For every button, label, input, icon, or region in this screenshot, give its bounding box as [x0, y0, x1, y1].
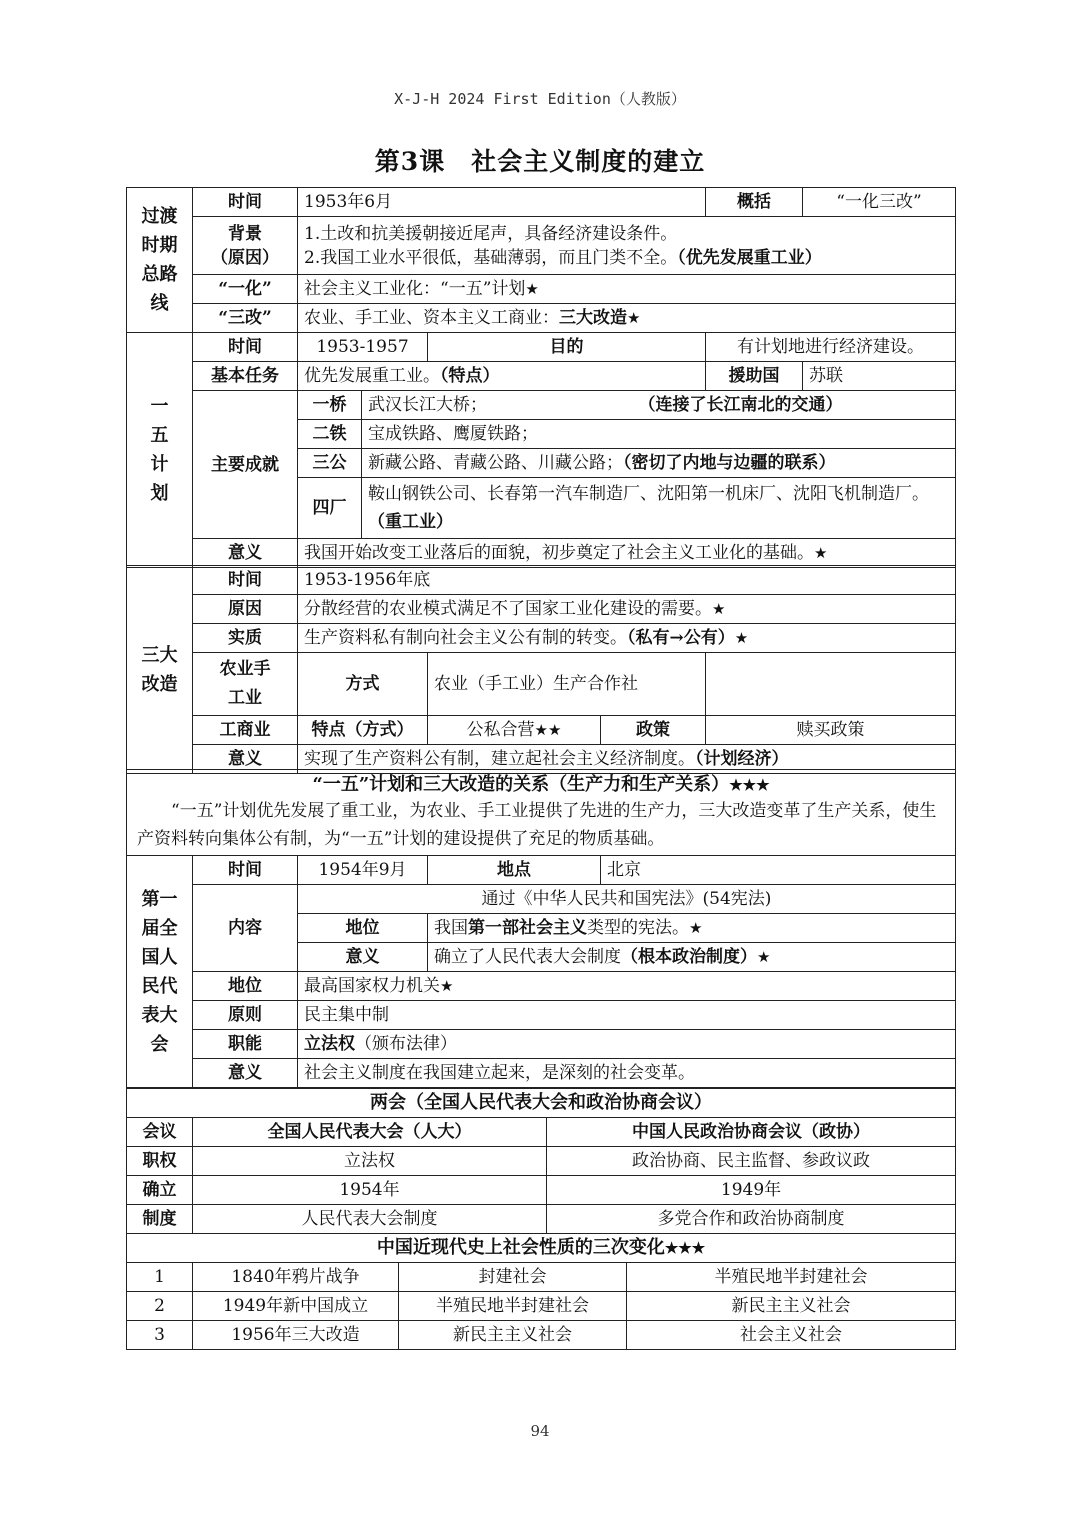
time-label: 时间 — [193, 188, 298, 217]
content-label: 内容 — [193, 885, 298, 972]
star-icon: ★ — [734, 629, 749, 647]
from-cell: 半殖民地半封建社会 — [399, 1292, 627, 1321]
cppcc-cell: 多党合作和政治协商制度 — [547, 1205, 956, 1234]
from-cell: 新民主主义社会 — [399, 1321, 627, 1350]
sangai-value: 农业、手工业、资本主义工商业：三大改造★ — [298, 304, 956, 333]
place-label: 地点 — [428, 856, 601, 885]
cppcc-cell: 中国人民政治协商会议（政协） — [547, 1118, 956, 1147]
time-value: 1953年6月 — [298, 188, 706, 217]
five-year-plan-side-label: 一五计划 — [127, 333, 193, 568]
business-label: 工商业 — [193, 716, 298, 745]
to-cell: 新民主主义社会 — [627, 1292, 956, 1321]
star-icon: ★ — [627, 309, 641, 327]
row-label: 确立 — [127, 1176, 193, 1205]
star-icon: ★ — [689, 919, 703, 937]
yihua-label: “一化” — [193, 275, 298, 304]
to-cell: 半殖民地半封建社会 — [627, 1263, 956, 1292]
page-header: X-J-H 2024 First Edition（人教版） — [394, 90, 686, 108]
npc-side-label: 第一届全国人民代表大会 — [127, 856, 193, 1088]
content-value: 通过《中华人民共和国宪法》(54宪法) — [298, 885, 956, 914]
reason-label: 原因 — [193, 595, 298, 624]
significance-value: 我国开始改变工业落后的面貌，初步奠定了社会主义工业化的基础。★ — [298, 539, 956, 568]
function-value: 立法权（颁布法律） — [298, 1030, 956, 1059]
page-title: 第3课 社会主义制度的建立 — [374, 147, 706, 176]
constitution-status-label: 地位 — [298, 914, 428, 943]
status-label: 地位 — [193, 972, 298, 1001]
railway-label: 二铁 — [298, 420, 362, 449]
significance-label: 意义 — [193, 1059, 298, 1088]
policy-label: 政策 — [601, 716, 706, 745]
social-changes-table — [126, 1233, 956, 1350]
significance-value: 实现了生产资料公有制，建立起社会主义经济制度。（计划经济） — [298, 745, 956, 774]
factory-value: 鞍山钢铁公司、长春第一汽车制造厂、沈阳第一机床厂、沈阳飞机制造厂。（重工业） — [362, 478, 956, 539]
row-label: 会议 — [127, 1118, 193, 1147]
star-icon: ★★★ — [664, 1239, 706, 1257]
event-cell: 1840年鸦片战争 — [193, 1263, 399, 1292]
star-icon: ★ — [712, 600, 726, 618]
task-label: 基本任务 — [193, 362, 298, 391]
star-icon: ★ — [814, 544, 828, 562]
five-year-plan-table — [126, 332, 956, 568]
background-value: 1.土改和抗美援朝接近尾声，具备经济建设条件。 2.我国工业水平很低，基础薄弱，而且门类不全。（优先发展重工业） — [298, 217, 956, 275]
to-cell: 社会主义社会 — [627, 1321, 956, 1350]
star-icon: ★★ — [534, 721, 562, 739]
relation-title: “一五”计划和三大改造的关系（生产力和生产关系）★★★ — [312, 773, 770, 795]
page-number: 94 — [530, 1422, 550, 1440]
sangai-label: “三改” — [193, 304, 298, 333]
summary-value: “一化三改” — [803, 188, 956, 217]
significance-value: 社会主义制度在我国建立起来，是深刻的社会变革。 — [298, 1059, 956, 1088]
method-empty-cell — [706, 653, 956, 716]
general-line-side-label: 过渡时期总路线 — [127, 188, 193, 333]
row-number: 3 — [127, 1321, 193, 1350]
railway-value: 宝成铁路、鹰厦铁路； — [362, 420, 956, 449]
principle-value: 民主集中制 — [298, 1001, 956, 1030]
summary-label: 概括 — [706, 188, 803, 217]
aid-value: 苏联 — [803, 362, 956, 391]
essence-label: 实质 — [193, 624, 298, 653]
achievements-label: 主要成就 — [193, 391, 298, 539]
time-label: 时间 — [193, 566, 298, 595]
goal-label: 目的 — [428, 333, 706, 362]
essence-value: 生产资料私有制向社会主义公有制的转变。（私有→公有）★ — [298, 624, 956, 653]
three-transformations-table — [126, 565, 956, 774]
from-cell: 封建社会 — [399, 1263, 627, 1292]
relation-table — [126, 769, 956, 856]
place-value: 北京 — [601, 856, 956, 885]
row-label: 职权 — [127, 1147, 193, 1176]
two-sessions-title: 两会（全国人民代表大会和政治协商会议） — [127, 1089, 956, 1118]
bridge-label: 一桥 — [298, 391, 362, 420]
constitution-status-value: 我国第一部社会主义类型的宪法。★ — [428, 914, 956, 943]
time-value: 1953-1956年底 — [298, 566, 956, 595]
star-icon: ★★★ — [729, 775, 770, 794]
npc-table — [126, 855, 956, 1088]
two-sessions-table — [126, 1088, 956, 1234]
highway-value: 新藏公路、青藏公路、川藏公路；（密切了内地与边疆的联系） — [362, 449, 956, 478]
method-label: 方式 — [298, 653, 428, 716]
policy-value: 赎买政策 — [706, 716, 956, 745]
star-icon: ★ — [525, 280, 539, 298]
time-label: 时间 — [193, 333, 298, 362]
aid-label: 援助国 — [706, 362, 803, 391]
agriculture-label: 农业手工业 — [193, 653, 298, 716]
event-cell: 1949年新中国成立 — [193, 1292, 399, 1321]
social-changes-title: 中国近现代史上社会性质的三次变化★★★ — [127, 1234, 956, 1263]
principle-label: 原则 — [193, 1001, 298, 1030]
relation-cell — [127, 770, 956, 856]
significance-label: 意义 — [193, 745, 298, 774]
time-value: 1953-1957 — [298, 333, 428, 362]
feature-label: 特点（方式） — [298, 716, 428, 745]
relation-text: “一五”计划优先发展了重工业，为农业、手工业提供了先进的生产力，三大改造变革了生产关系，使生产资料转向集体公有制，为“一五”计划的建设提供了充足的物质基础。 — [137, 800, 937, 849]
yihua-value: 社会主义工业化：“一五”计划★ — [298, 275, 956, 304]
npc-cell: 人民代表大会制度 — [193, 1205, 547, 1234]
event-cell: 1956年三大改造 — [193, 1321, 399, 1350]
bridge-value: 武汉长江大桥； （连接了长江南北的交通） — [362, 391, 956, 420]
star-icon: ★ — [757, 948, 771, 966]
transformations-side-label: 三大改造 — [127, 566, 193, 774]
reason-value: 分散经营的农业模式满足不了国家工业化建设的需要。★ — [298, 595, 956, 624]
constitution-meaning-value: 确立了人民代表大会制度（根本政治制度）★ — [428, 943, 956, 972]
npc-cell: 立法权 — [193, 1147, 547, 1176]
method-value: 农业（手工业）生产合作社 — [428, 653, 706, 716]
time-label: 时间 — [193, 856, 298, 885]
star-icon: ★ — [440, 977, 454, 995]
constitution-meaning-label: 意义 — [298, 943, 428, 972]
cppcc-cell: 1949年 — [547, 1176, 956, 1205]
factory-label: 四厂 — [298, 478, 362, 539]
task-value: 优先发展重工业。（特点） — [298, 362, 706, 391]
goal-value: 有计划地进行经济建设。 — [706, 333, 956, 362]
highway-label: 三公 — [298, 449, 362, 478]
general-line-table — [126, 187, 956, 333]
significance-label: 意义 — [193, 539, 298, 568]
background-label: 背景 （原因） — [193, 217, 298, 275]
npc-cell: 全国人民代表大会（人大） — [193, 1118, 547, 1147]
npc-cell: 1954年 — [193, 1176, 547, 1205]
status-value: 最高国家权力机关★ — [298, 972, 956, 1001]
cppcc-cell: 政治协商、民主监督、参政议政 — [547, 1147, 956, 1176]
row-number: 1 — [127, 1263, 193, 1292]
function-label: 职能 — [193, 1030, 298, 1059]
feature-value: 公私合营★★ — [428, 716, 601, 745]
row-label: 制度 — [127, 1205, 193, 1234]
time-value: 1954年9月 — [298, 856, 428, 885]
row-number: 2 — [127, 1292, 193, 1321]
